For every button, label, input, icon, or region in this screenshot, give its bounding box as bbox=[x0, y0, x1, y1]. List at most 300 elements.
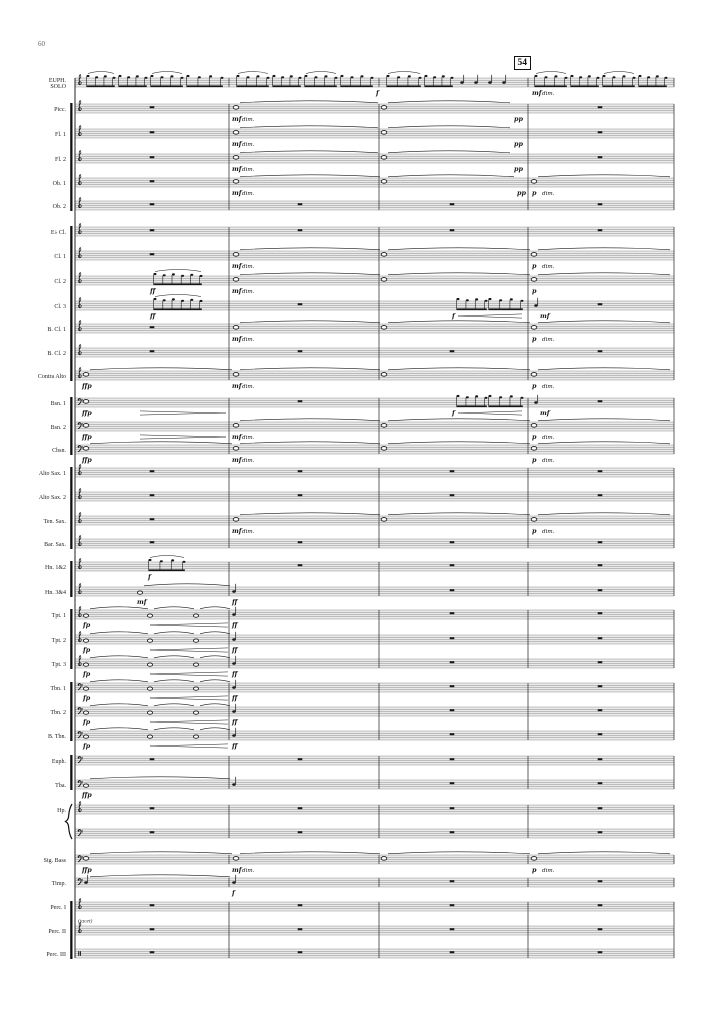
slur bbox=[604, 72, 634, 74]
whole-rest bbox=[298, 541, 303, 543]
whole-note bbox=[233, 131, 239, 135]
staff-label-tpt-2: Tpt. 2 bbox=[51, 637, 66, 644]
whole-rest bbox=[598, 303, 603, 305]
whole-rest bbox=[450, 350, 455, 352]
whole-rest bbox=[150, 470, 155, 472]
notehead bbox=[267, 77, 270, 79]
whole-note bbox=[233, 106, 239, 110]
tie bbox=[538, 273, 670, 275]
slur bbox=[388, 72, 420, 74]
clef-dot bbox=[82, 856, 83, 857]
staff-ob-1 bbox=[53, 175, 674, 197]
staff-label-bsn-1: Bsn. 1 bbox=[50, 400, 66, 407]
slur bbox=[536, 72, 566, 74]
notehead bbox=[613, 76, 616, 78]
dynamic-fp: fp bbox=[83, 645, 91, 654]
dynamic-mf: mf bbox=[232, 455, 242, 464]
dynamic-mf: mf bbox=[232, 164, 242, 173]
dynamic-ffp: ffp bbox=[82, 790, 92, 799]
tie bbox=[200, 607, 230, 609]
beam bbox=[186, 85, 222, 87]
whole-note bbox=[233, 857, 239, 861]
staff-cl-2 bbox=[54, 270, 674, 295]
whole-rest bbox=[150, 203, 155, 205]
whole-rest bbox=[598, 564, 603, 566]
notehead bbox=[489, 395, 492, 397]
whole-rest bbox=[598, 203, 603, 205]
notehead bbox=[290, 75, 293, 77]
notehead bbox=[466, 396, 469, 398]
tie bbox=[538, 852, 670, 854]
tie bbox=[90, 656, 148, 658]
group-bracket bbox=[70, 901, 72, 959]
whole-rest bbox=[298, 203, 303, 205]
staff-label-alto-sax-2: Alto Sax. 2 bbox=[38, 494, 66, 501]
notehead bbox=[190, 299, 193, 301]
dynamic-ff: ff bbox=[232, 717, 238, 726]
staff-hp-upper bbox=[57, 802, 674, 815]
staff-perc-1 bbox=[50, 899, 674, 912]
whole-rest bbox=[598, 928, 603, 930]
staff-label-eb-cl: E♭ Cl. bbox=[50, 229, 66, 236]
half-note bbox=[84, 687, 89, 690]
dynamic-fp: fp bbox=[83, 717, 91, 726]
whole-rest bbox=[298, 303, 303, 305]
dynamic-suffix: dim. bbox=[542, 90, 555, 97]
tie bbox=[388, 101, 510, 103]
clef-dot bbox=[82, 734, 83, 735]
beam bbox=[488, 308, 522, 310]
dynamic-mf: mf bbox=[232, 334, 242, 343]
notehead bbox=[510, 395, 513, 397]
staff-label-b-cl-1: B. Cl. 1 bbox=[47, 326, 66, 333]
notehead bbox=[656, 75, 659, 77]
dynamic-suffix: dim. bbox=[542, 434, 555, 441]
tie bbox=[240, 101, 378, 103]
whole-rest bbox=[450, 880, 455, 882]
tie bbox=[240, 273, 380, 275]
quarter-notehead bbox=[488, 81, 492, 84]
dynamic-ff: ff bbox=[232, 693, 238, 702]
whole-rest bbox=[298, 758, 303, 760]
quarter-notehead bbox=[534, 401, 538, 404]
page-number: 60 bbox=[38, 40, 45, 48]
tie bbox=[154, 680, 194, 682]
whole-rest bbox=[598, 733, 603, 735]
notehead bbox=[555, 75, 558, 77]
clef-dot bbox=[78, 423, 80, 425]
notehead bbox=[325, 75, 328, 77]
tie bbox=[90, 368, 232, 370]
whole-note bbox=[381, 131, 387, 135]
whole-note bbox=[531, 447, 537, 451]
staff-label-cl-3: Cl. 3 bbox=[54, 303, 66, 310]
whole-rest bbox=[298, 400, 303, 402]
whole-rest bbox=[598, 904, 603, 906]
notehead bbox=[183, 561, 186, 563]
tie bbox=[240, 248, 380, 250]
half-note bbox=[194, 711, 199, 714]
whole-rest bbox=[150, 106, 155, 108]
whole-rest bbox=[150, 904, 155, 906]
staff-stg-bass bbox=[44, 852, 674, 874]
notehead bbox=[499, 396, 502, 398]
clef-dot bbox=[82, 830, 83, 831]
staff-tpt-1 bbox=[52, 607, 674, 629]
staff-bar-sax bbox=[44, 536, 674, 549]
crescendo-wedge bbox=[150, 722, 228, 724]
staff-contra-alto bbox=[38, 368, 674, 390]
whole-note bbox=[233, 278, 239, 282]
quarter-notehead bbox=[232, 783, 236, 786]
whole-note bbox=[381, 424, 387, 428]
whole-rest bbox=[450, 564, 455, 566]
crescendo-wedge bbox=[150, 674, 228, 676]
notehead bbox=[151, 75, 154, 77]
whole-rest bbox=[450, 470, 455, 472]
clef-dot bbox=[82, 708, 83, 709]
tie bbox=[240, 852, 380, 854]
quarter-notehead bbox=[232, 662, 236, 665]
notehead bbox=[425, 75, 428, 77]
crescendo-wedge bbox=[150, 744, 228, 746]
tie bbox=[388, 126, 510, 128]
staff-tpt-3 bbox=[52, 656, 674, 678]
whole-rest bbox=[450, 541, 455, 543]
notehead bbox=[305, 75, 308, 77]
clef-dot bbox=[78, 732, 80, 734]
clef-bar bbox=[78, 951, 79, 956]
beam bbox=[386, 85, 420, 87]
dynamic-ffp: ffp bbox=[82, 432, 92, 441]
notehead bbox=[475, 395, 478, 397]
staff-label-cl-2: Cl. 2 bbox=[54, 278, 66, 285]
quarter-notehead bbox=[232, 638, 236, 641]
notehead bbox=[387, 75, 390, 77]
clef-dot bbox=[82, 423, 83, 424]
notehead bbox=[273, 75, 276, 77]
diminuendo-wedge bbox=[140, 411, 226, 413]
notehead bbox=[571, 75, 574, 77]
whole-rest bbox=[598, 612, 603, 614]
staff-label-tbn-2: Tbn. 2 bbox=[50, 709, 66, 716]
dynamic-mf: mf bbox=[232, 261, 242, 270]
group-bracket bbox=[70, 467, 72, 549]
tie bbox=[388, 273, 530, 275]
clef-dot bbox=[82, 879, 83, 880]
slur bbox=[150, 556, 184, 558]
staff-label-cbsn: Cbsn. bbox=[52, 447, 66, 454]
notehead bbox=[603, 75, 606, 77]
staff-tba bbox=[55, 777, 674, 799]
dynamic-ffp: ffp bbox=[82, 408, 92, 417]
dynamic-p: p bbox=[532, 865, 537, 874]
dynamic-mf: mf bbox=[232, 432, 242, 441]
whole-rest bbox=[598, 661, 603, 663]
clef-dot bbox=[82, 710, 83, 711]
beam bbox=[86, 85, 114, 87]
dynamic-pp: pp bbox=[514, 114, 523, 123]
notehead bbox=[87, 75, 90, 77]
tie bbox=[200, 656, 230, 658]
dynamic-fp: fp bbox=[83, 693, 91, 702]
crescendo-wedge bbox=[150, 625, 228, 627]
whole-rest bbox=[150, 518, 155, 520]
dynamic-suffix: dim. bbox=[542, 336, 555, 343]
dynamic-p: p bbox=[532, 188, 537, 197]
whole-rest bbox=[598, 131, 603, 133]
staff-ten-sax bbox=[44, 513, 674, 535]
beam bbox=[456, 405, 486, 407]
clef-dot bbox=[78, 708, 80, 710]
tie bbox=[200, 728, 230, 730]
tie bbox=[388, 151, 510, 153]
staff-label-tbn-1: Tbn. 1 bbox=[50, 685, 66, 692]
dynamic-suffix: dim. bbox=[542, 383, 555, 390]
quarter-notehead bbox=[232, 710, 236, 713]
half-note bbox=[194, 614, 199, 617]
clef-dot bbox=[82, 448, 83, 449]
dynamic-mf: mf bbox=[532, 88, 542, 97]
staff-timp bbox=[52, 875, 674, 897]
staff-euph bbox=[52, 756, 674, 765]
dynamic-ff: ff bbox=[232, 669, 238, 678]
whole-note bbox=[531, 326, 537, 330]
dynamic-suffix: dim. bbox=[242, 528, 255, 535]
annotation-text: (tacet) bbox=[78, 918, 93, 925]
tie bbox=[240, 175, 380, 177]
notehead bbox=[639, 75, 642, 77]
tie bbox=[154, 607, 194, 609]
notehead bbox=[149, 559, 152, 561]
whole-note bbox=[83, 400, 89, 404]
staff-bsn-2 bbox=[51, 419, 674, 441]
notehead bbox=[433, 76, 436, 78]
notehead bbox=[113, 77, 116, 79]
whole-rest bbox=[598, 350, 603, 352]
whole-note bbox=[381, 373, 387, 377]
notehead bbox=[127, 76, 130, 78]
harp-brace bbox=[66, 804, 73, 839]
tie bbox=[388, 175, 514, 177]
dynamic-ff: ff bbox=[150, 311, 156, 320]
tie bbox=[240, 442, 380, 444]
tie bbox=[538, 368, 670, 370]
staff-cl-1 bbox=[54, 248, 674, 270]
dynamic-suffix: dim. bbox=[242, 166, 255, 173]
dynamic-ffp: ffp bbox=[82, 455, 92, 464]
whole-rest bbox=[150, 350, 155, 352]
staff-alto-sax-1 bbox=[39, 465, 674, 478]
staff-label-ob-2: Ob. 2 bbox=[52, 203, 66, 210]
notehead bbox=[341, 75, 344, 77]
dynamic-p: p bbox=[532, 526, 537, 535]
clef-dot bbox=[82, 832, 83, 833]
whole-note bbox=[381, 156, 387, 160]
notehead bbox=[119, 75, 122, 77]
crescendo-wedge bbox=[458, 413, 522, 415]
whole-note bbox=[83, 447, 89, 451]
half-note bbox=[148, 711, 153, 714]
crescendo-wedge bbox=[150, 672, 228, 674]
tie bbox=[144, 584, 230, 586]
whole-rest bbox=[450, 589, 455, 591]
notehead bbox=[200, 300, 203, 302]
whole-rest bbox=[450, 951, 455, 953]
notehead bbox=[521, 397, 524, 399]
slur bbox=[306, 72, 336, 74]
whole-rest bbox=[450, 904, 455, 906]
notehead bbox=[545, 76, 548, 78]
whole-rest bbox=[598, 494, 603, 496]
clef-dot bbox=[82, 732, 83, 733]
clef-dot bbox=[78, 684, 80, 686]
whole-rest bbox=[450, 637, 455, 639]
beam bbox=[150, 85, 182, 87]
tie bbox=[388, 419, 530, 421]
whole-rest bbox=[598, 758, 603, 760]
staff-tbn-1 bbox=[50, 680, 674, 702]
staff-label-euph-solo: EUPH. bbox=[48, 78, 66, 85]
notehead bbox=[160, 560, 163, 562]
notehead bbox=[451, 77, 454, 79]
clef-dot bbox=[82, 881, 83, 882]
staff-alto-sax-2 bbox=[39, 489, 674, 502]
clef-dot bbox=[78, 856, 80, 858]
staff-hn-1-2 bbox=[45, 556, 674, 581]
dynamic-suffix: dim. bbox=[242, 116, 255, 123]
staff-label-contra-alto: Contra Alto bbox=[37, 373, 66, 380]
notehead bbox=[237, 75, 240, 77]
tie bbox=[240, 419, 380, 421]
staff-label-picc: Picc. bbox=[54, 106, 66, 113]
tie bbox=[388, 321, 530, 323]
staff-label-perc-1: Perc. I bbox=[50, 904, 66, 911]
staff-label-hn-3-4: Hn. 3&4 bbox=[45, 589, 66, 596]
dynamic-p: p bbox=[532, 455, 537, 464]
staff-tbn-2 bbox=[50, 704, 674, 726]
whole-rest bbox=[150, 541, 155, 543]
notehead bbox=[172, 298, 175, 300]
staff-cbsn bbox=[52, 442, 674, 464]
notehead bbox=[489, 298, 492, 300]
staff-b-tbn bbox=[48, 728, 674, 750]
quarter-notehead bbox=[232, 590, 236, 593]
staff-label-bsn-2: Bsn. 2 bbox=[50, 424, 66, 431]
dynamic-ff: ff bbox=[232, 620, 238, 629]
slur bbox=[155, 295, 201, 297]
notehead bbox=[408, 75, 411, 77]
beam bbox=[638, 85, 666, 87]
dynamic-p: p bbox=[532, 286, 537, 295]
half-note bbox=[84, 711, 89, 714]
staff-label-tba: Tba. bbox=[55, 782, 66, 789]
diminuendo-wedge bbox=[140, 413, 226, 415]
beam bbox=[236, 85, 268, 87]
quarter-notehead bbox=[232, 881, 236, 884]
slur bbox=[238, 72, 268, 74]
dynamic-f: f bbox=[452, 408, 455, 417]
half-note bbox=[148, 663, 153, 666]
tie bbox=[388, 368, 530, 370]
tie bbox=[538, 513, 670, 515]
dynamic-p: p bbox=[532, 381, 537, 390]
half-note bbox=[194, 663, 199, 666]
staff-label-perc-3: Perc. III bbox=[46, 951, 66, 958]
notehead bbox=[181, 275, 184, 277]
notehead bbox=[154, 298, 157, 300]
notehead bbox=[172, 273, 175, 275]
whole-note bbox=[83, 857, 89, 861]
notehead bbox=[315, 76, 318, 78]
whole-rest bbox=[598, 229, 603, 231]
dynamic-pp: pp bbox=[517, 188, 526, 197]
clef-dot bbox=[82, 684, 83, 685]
tie bbox=[538, 175, 670, 177]
whole-note bbox=[531, 424, 537, 428]
clef-dot bbox=[82, 783, 83, 784]
notehead bbox=[136, 75, 139, 77]
tie bbox=[388, 442, 530, 444]
staff-label-b-cl-2: B. Cl. 2 bbox=[47, 350, 66, 357]
group-bracket bbox=[70, 103, 72, 211]
dynamic-f: f bbox=[232, 888, 235, 897]
tie bbox=[538, 419, 670, 421]
whole-rest bbox=[450, 928, 455, 930]
tie bbox=[388, 513, 530, 515]
dynamic-suffix: dim. bbox=[242, 288, 255, 295]
half-note bbox=[194, 687, 199, 690]
whole-rest bbox=[150, 180, 155, 182]
whole-note bbox=[531, 373, 537, 377]
staff-hp-lower bbox=[75, 829, 674, 838]
dynamic-pp: pp bbox=[514, 139, 523, 148]
clef-dot bbox=[82, 399, 83, 400]
notehead bbox=[665, 77, 668, 79]
tie bbox=[90, 728, 148, 730]
notehead bbox=[190, 274, 193, 276]
whole-note bbox=[233, 424, 239, 428]
beam bbox=[424, 85, 452, 87]
whole-rest bbox=[298, 831, 303, 833]
dynamic-suffix: dim. bbox=[242, 141, 255, 148]
quarter-notehead bbox=[84, 881, 88, 884]
clef-dot bbox=[82, 446, 83, 447]
whole-note bbox=[233, 156, 239, 160]
clef-dot bbox=[82, 858, 83, 859]
tie bbox=[154, 656, 194, 658]
whole-note bbox=[233, 326, 239, 330]
whole-rest bbox=[150, 951, 155, 953]
staff-label-perc-2: Perc. II bbox=[48, 928, 66, 935]
half-note bbox=[148, 687, 153, 690]
clef-dot bbox=[78, 879, 80, 881]
whole-note bbox=[381, 180, 387, 184]
notehead bbox=[485, 397, 488, 399]
tie bbox=[388, 852, 530, 854]
slur bbox=[155, 270, 201, 272]
notehead bbox=[163, 299, 166, 301]
diminuendo-wedge bbox=[140, 435, 226, 437]
dynamic-suffix: dim. bbox=[242, 263, 255, 270]
dynamic-mf: mf bbox=[232, 286, 242, 295]
crescendo-wedge bbox=[150, 720, 228, 722]
whole-rest bbox=[598, 156, 603, 158]
whole-rest bbox=[150, 229, 155, 231]
clef-dot bbox=[82, 759, 83, 760]
whole-note bbox=[381, 106, 387, 110]
whole-rest bbox=[150, 928, 155, 930]
